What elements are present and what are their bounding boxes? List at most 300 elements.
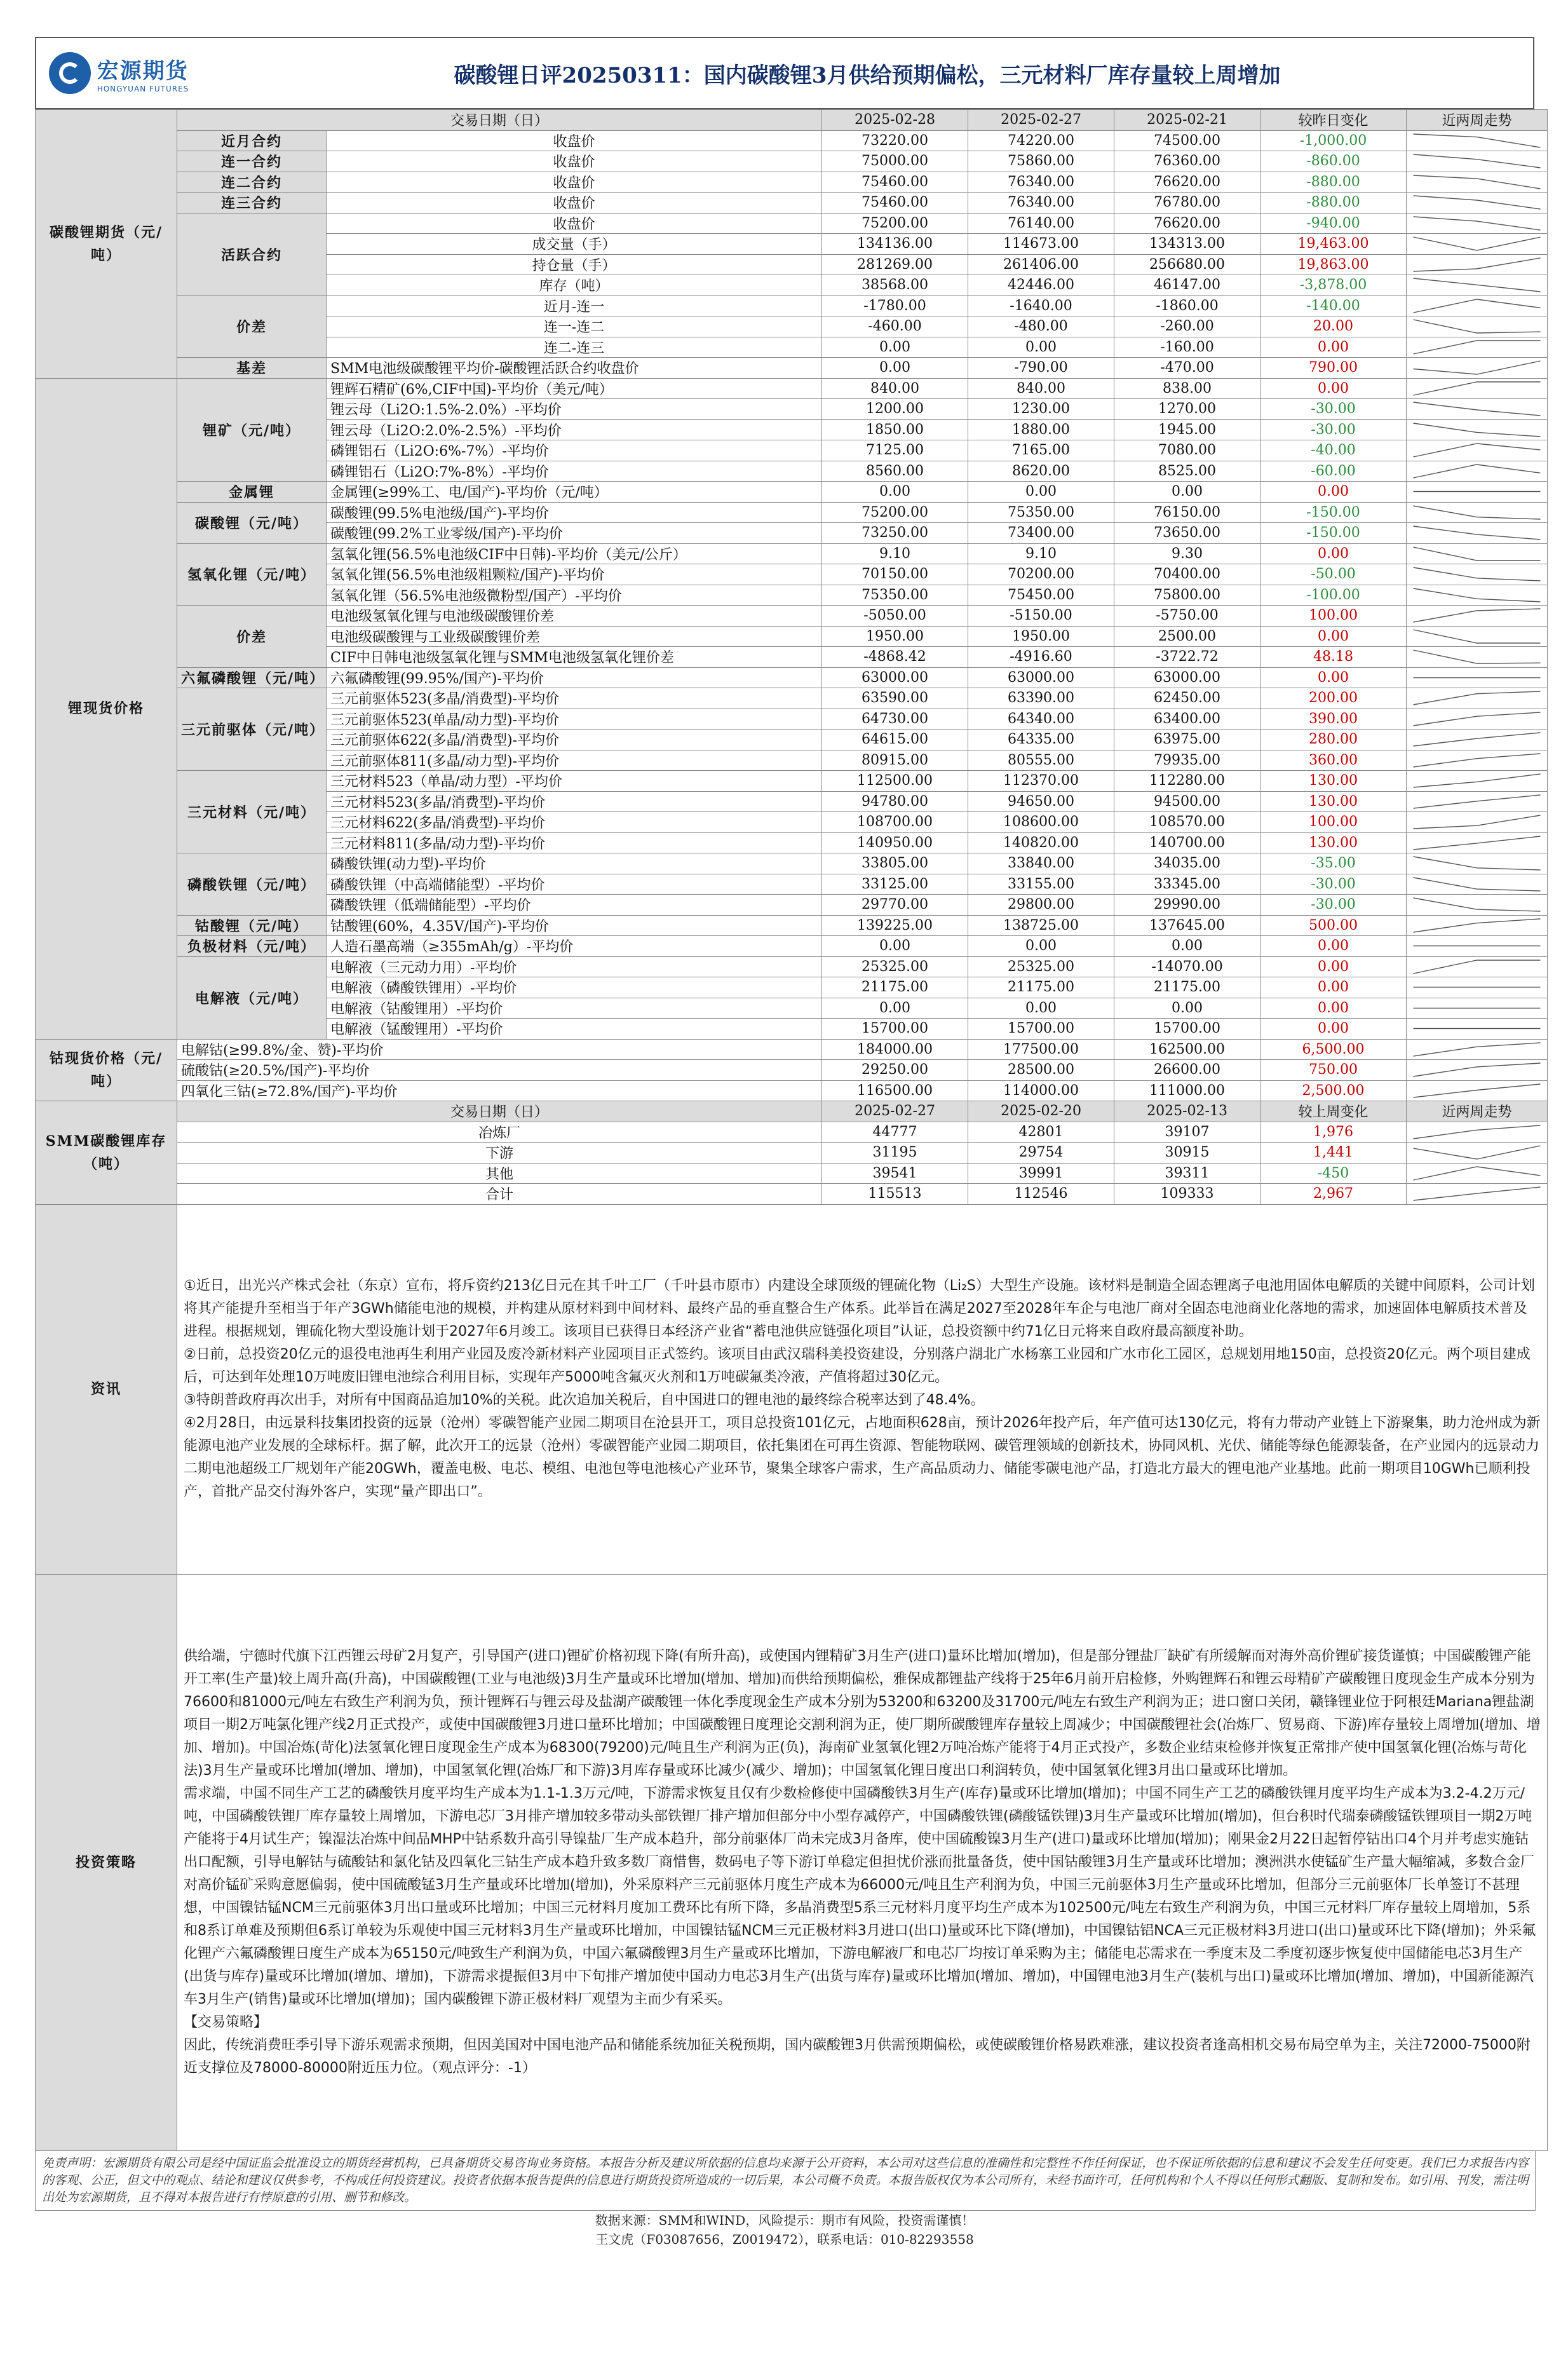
trend-line [1414, 526, 1541, 540]
value-v1: 33125.00 [822, 874, 968, 895]
value-v2: 108600.00 [968, 812, 1114, 833]
inv-trend-cell [1407, 1163, 1548, 1184]
change-value: 0.00 [1260, 977, 1407, 998]
value-v3: 162500.00 [1114, 1039, 1260, 1060]
trend-sparkline [1407, 544, 1547, 564]
value-v3: 62450.00 [1114, 688, 1260, 709]
value-v3: 73650.00 [1114, 523, 1260, 544]
value-v3: 76620.00 [1114, 172, 1260, 193]
indicator-name: 三元材料523（单晶/动力型）-平均价 [327, 771, 822, 792]
value-v2: 0.00 [968, 337, 1114, 358]
change-value: 20.00 [1260, 316, 1407, 337]
value-v2: 1230.00 [968, 399, 1114, 420]
trend-sparkline [1407, 399, 1547, 419]
value-v1: 112500.00 [822, 771, 968, 792]
value-v2: 42446.00 [968, 275, 1114, 296]
inventory-row [36, 1122, 1548, 1143]
value-v3: -1860.00 [1114, 295, 1260, 316]
trend-sparkline [1407, 193, 1547, 212]
trend-sparkline [1407, 709, 1547, 729]
inventory-item: 下游 [177, 1143, 822, 1164]
value-v3: 46147.00 [1114, 275, 1260, 296]
trend-sparkline [1407, 874, 1547, 894]
value-v2: 75860.00 [968, 151, 1114, 172]
change-value: 360.00 [1260, 750, 1407, 771]
trend-sparkline [1407, 564, 1547, 584]
value-v2: 0.00 [968, 936, 1114, 957]
trend-line [1414, 960, 1541, 974]
trend-line [1414, 795, 1541, 808]
value-v3: 26600.00 [1114, 1060, 1260, 1081]
trend-sparkline [1407, 1081, 1547, 1101]
change-value: -880.00 [1260, 172, 1407, 193]
group-label: 钴酸锂（元/吨） [177, 915, 327, 936]
value-v1: 63590.00 [822, 688, 968, 709]
value-v3: 74500.00 [1114, 130, 1260, 151]
inv-value-v1: 39541 [822, 1163, 968, 1184]
value-v1: 94780.00 [822, 791, 968, 812]
inv-change-value: -450 [1260, 1163, 1407, 1184]
value-v1: 38568.00 [822, 275, 968, 296]
trend-cell [1407, 730, 1548, 750]
value-v3: 76360.00 [1114, 151, 1260, 172]
value-v2: 76140.00 [968, 213, 1114, 234]
group-label: 负极材料（元/吨） [177, 936, 327, 957]
change-value: 0.00 [1260, 626, 1407, 647]
change-value: 48.18 [1260, 647, 1407, 668]
trend-cell [1407, 915, 1548, 936]
inv-trend-cell [1407, 1122, 1548, 1143]
trend-line [1414, 341, 1541, 354]
trend-line [1414, 361, 1541, 374]
group-label: 连三合约 [177, 193, 327, 214]
report-header [35, 37, 1534, 109]
trend-cell [1407, 998, 1548, 1019]
value-v1: 33805.00 [822, 853, 968, 874]
inv-change-value: 1,441 [1260, 1143, 1407, 1164]
trend-line [1414, 1043, 1541, 1056]
table-row [36, 151, 1548, 172]
indicator-name: 三元材料811(多晶/动力型)-平均价 [327, 832, 822, 853]
trend-sparkline [1407, 1122, 1547, 1142]
trend-sparkline [1407, 440, 1547, 460]
inv-change-value: 1,976 [1260, 1122, 1407, 1143]
company-logo [36, 41, 201, 105]
value-v2: 70200.00 [968, 564, 1114, 585]
value-v1: 108700.00 [822, 812, 968, 833]
trend-line [1414, 836, 1541, 850]
change-value: -30.00 [1260, 874, 1407, 895]
table-row [36, 606, 1548, 627]
value-v1: 7125.00 [822, 440, 968, 461]
inv-header-change: 较上周变化 [1260, 1101, 1407, 1122]
trend-line [1414, 1125, 1541, 1139]
trend-cell [1407, 1080, 1548, 1101]
indicator-name: 锂云母（Li2O:2.0%-2.5%）-平均价 [327, 419, 822, 440]
section-futures: 碳酸锂期货（元/吨） [36, 110, 177, 379]
header-trend: 近两周走势 [1407, 110, 1548, 131]
value-v2: 28500.00 [968, 1060, 1114, 1081]
change-value: -40.00 [1260, 440, 1407, 461]
trend-line [1414, 1167, 1541, 1180]
indicator-name: 近月-连一 [327, 295, 822, 316]
indicator-name: 磷酸铁锂（低端储能型）-平均价 [327, 895, 822, 916]
trend-line [1414, 154, 1541, 168]
trend-cell [1407, 419, 1548, 440]
indicator-name: 电解液（三元动力用）-平均价 [327, 956, 822, 977]
value-v1: 840.00 [822, 378, 968, 399]
value-v2: 29800.00 [968, 895, 1114, 916]
change-value: 0.00 [1260, 998, 1407, 1019]
indicator-name: 氢氧化锂（56.5%电池级微粉型/国产）-平均价 [327, 585, 822, 606]
inv-value-v3: 39107 [1114, 1122, 1260, 1143]
trend-line [1414, 857, 1541, 870]
value-v1: 21175.00 [822, 977, 968, 998]
value-v2: 33155.00 [968, 874, 1114, 895]
trend-sparkline [1407, 1164, 1547, 1183]
value-v1: 281269.00 [822, 254, 968, 275]
value-v3: 2500.00 [1114, 626, 1260, 647]
value-v1: 139225.00 [822, 915, 968, 936]
table-row [36, 915, 1548, 936]
indicator-name: 硫酸钴(≥20.5%/国产)-平均价 [177, 1060, 822, 1081]
table-row [36, 295, 1548, 316]
value-v2: 73400.00 [968, 523, 1114, 544]
table-row [36, 771, 1548, 792]
trend-sparkline [1407, 316, 1547, 336]
value-v1: 0.00 [822, 337, 968, 358]
inv-header-date-1: 2025-02-27 [822, 1101, 968, 1122]
value-v2: 138725.00 [968, 915, 1114, 936]
trend-sparkline [1407, 812, 1547, 832]
table-row [36, 667, 1548, 688]
table-row [36, 1080, 1548, 1101]
table-row [36, 130, 1548, 151]
value-v3: 0.00 [1114, 936, 1260, 957]
trend-line [1414, 196, 1541, 209]
table-row [36, 378, 1548, 399]
value-v1: -1780.00 [822, 295, 968, 316]
value-v3: 111000.00 [1114, 1080, 1260, 1101]
table-row [36, 936, 1548, 957]
value-v1: 184000.00 [822, 1039, 968, 1060]
trend-cell [1407, 564, 1548, 585]
strategy-text: 供给端，宁德时代旗下江西锂云母矿2月复产，引导国产(进口)锂矿价格初现下降(有所升高)，或使国内锂精矿3月生产(进口)量环比增加(增加)，但是部分锂盐厂缺矿有所缓解而对海外高价锂矿接货谨慎；中国碳酸锂产能开工率(生产量)较上周升高(升高)，中国碳酸锂(工业与电池级)3月生产量或环比增加(增加、增加)而供给预期偏松，雅保成都锂盐产线将于25年6月前开启检修，外购锂辉石和锂云母精矿产碳酸锂日度现金生产成本分别为76600和81000元/吨左右致生产利润为负，预计锂辉石与锂云母及盐湖产碳酸锂一体化季度现金生产成本分别为53200和63200及31700元/吨左右致生产利润为正；进口窗口关闭，赣锋锂业位于阿根廷Mariana锂盐湖项目一期2万吨氯化锂产线2月正式投产，或使中国碳酸锂3月进口量环比增加；中国碳酸锂日度理论交割利润为正，使厂期所碳酸锂库存量较上周减少；中国碳酸锂社会(冶炼厂、贸易商、下游)库存量较上周增加(增加、增加、增加)。中国冶炼(苛化)法氢氧化锂日度现金生产成本为68300(79200)元/吨且生产利润为正(负)，海南矿业氢氧化锂2万吨冶炼产能将于4月正式投产，多数企业结束检修并恢复正常排产使中国氢氧化锂(冶炼与苛化法)3月生产量或环比增加(增加、增加)，中国氢氧化锂(冶炼厂和下游)3月库存量或环比减少(减少、增加)；中国氢氧化锂日度出口利润转负，使中国氢氧化锂3月出口量或环比增加。 需求端，中国不同生产工艺的磷酸铁月度平均生产成本为1.1-1.3万元/吨，下游需求恢复且仅有少数检修使中国磷酸铁3月生产(库存)量或环比增加(增加)；中国不同生产工艺的磷酸铁锂月度平均生产成本为3.2-4.2万元/吨，中国磷酸铁锂厂库存量较上周增加，下游电芯厂3月排产增加较多带动头部铁锂厂排产增加但部分中小型存减停产，中国磷酸铁锂(磷酸锰铁锂)3月生产量或环比增加(增加)，但台积时代瑞泰磷酸锰铁锂项目一期2万吨产能将于4月试生产；镍湿法冶炼中间品MHP中钴系数升高引导镍盐厂生产成本趋升，部分前驱体厂尚未完成3月备库，使中国硫酸镍3月生产(进口)量或环比增加(增加)；刚果金2月22日起暂停钴出口4个月并考虑实施钴出口配额，引导电解钴与硫酸钴和氯化钴及四氧化三钴生产成本趋升致多数厂商惜售，数码电子等下游订单稳定但担忧价涨而批量备货，使中国钴酸锂3月生产量或环比增加；澳洲洪水使锰矿生产量大幅缩减，多数合金厂对高价锰矿采购意愿偏弱，使中国硫酸锰3月生产量或环比增加(增加)，外采原料产三元前驱体月度生产成本为66000元/吨且生产利润为负，中国三元前驱体3月生产量或环比增加，但部分三元前驱体厂长单签订不甚理想，中国镍钴锰NCM三元前驱体3月出口量或环比增加；中国三元材料月度加工费环比有所下降，多晶消费型5系三元材料月度平均生产成本为102500元/吨左右致生产利润为负，中国三元材料厂库存量较上周增加，5系和8系订单难及预期但6系订单较为乐观使中国三元材料3月生产量或环比增加，中国镍钴锰NCM三元正极材料3月进口(出口)量或环比下降(增加)，中国镍钴铝NCA三元正极材料3月进口(出口)量或环比下降(增加)；外采氟化锂产六氟磷酸锂日度生产成本为65150元/吨致生产利润为负，中国六氟磷酸锂3月生产量或环比增加，下游电解液厂和电芯厂均按订单采购为主；储能电芯需求在一季度末及二季度初逐步恢复使中国储能电芯3月生产(出货与库存)量或环比增加(增加、增加)，下游需求提振但3月中下旬排产增加使中国动力电芯3月生产(出货与库存)量或环比增加(增加、增加)，中国锂电池3月生产(装机与出口)量或环比增加(增加、增加)，中国新能源汽车3月生产(销售)量或环比增加(增加)；国内碳酸锂下游正极材料厂观望为主而少有采买。 【交易策略】 因此，传统消费旺季引导下游乐观需求预期，但因美国对中国电池产品和储能系统加征关税预期，国内碳酸锂3月供需预期偏松，或使碳酸锂价格易跌难涨，建议投资者逢高相机交易布局空单为主，关注72000-75000附近支撑位及78000-80000附近压力位。（观点评分：-1） [177, 1574, 1548, 2150]
change-value: 0.00 [1260, 956, 1407, 977]
value-v1: 64615.00 [822, 730, 968, 750]
table-row [36, 543, 1548, 564]
value-v3: 29990.00 [1114, 895, 1260, 916]
value-v2: -1640.00 [968, 295, 1114, 316]
value-v1: 0.00 [822, 998, 968, 1019]
change-value: 0.00 [1260, 667, 1407, 688]
change-value: 0.00 [1260, 1019, 1407, 1040]
value-v3: 9.30 [1114, 543, 1260, 564]
value-v2: 15700.00 [968, 1019, 1114, 1040]
disclaimer: 免责声明：宏源期货有限公司是经中国证监会批准设立的期货经营机构，已具备期货交易咨询业务资格。本报告分析及建议所依据的信息均来源于公开资料，本公司对这些信息的准确性和完整性不作任何保证，也不保证所依据的信息和建议不会发生任何变更。我们已力求报告内容的客观、公正，但文中的观点、结论和建议仅供参考，不构成任何投资建议。投资者依据本报告提供的信息进行期货投资所造成的一切后果，本公司概不负责。本报告版权仅为本公司所有，未经书面许可，任何机构和个人不得以任何形式翻版、复制和发布。如引用、刊发，需注明出处为宏源期货，且不得对本报告进行有悖原意的引用、删节和修改。 [35, 2151, 1536, 2211]
change-value: -940.00 [1260, 213, 1407, 234]
value-v3: 70400.00 [1114, 564, 1260, 585]
table-row [36, 213, 1548, 234]
group-label: 连一合约 [177, 151, 327, 172]
trend-cell [1407, 832, 1548, 853]
trend-cell [1407, 337, 1548, 358]
price-table [35, 109, 1548, 2151]
trend-line [1414, 237, 1541, 250]
trend-sparkline [1407, 606, 1547, 625]
value-v3: -260.00 [1114, 316, 1260, 337]
trend-line [1414, 567, 1541, 581]
value-v3: 94500.00 [1114, 791, 1260, 812]
change-value: 500.00 [1260, 915, 1407, 936]
value-v3: 79935.00 [1114, 750, 1260, 771]
value-v2: 80555.00 [968, 750, 1114, 771]
value-v1: 73250.00 [822, 523, 968, 544]
trend-line [1414, 465, 1541, 478]
value-v3: 75800.00 [1114, 585, 1260, 606]
trend-cell [1407, 316, 1548, 337]
table-row [36, 482, 1548, 503]
value-v1: 9.10 [822, 543, 968, 564]
header-date-label: 交易日期（日） [177, 110, 822, 131]
group-label: 电解液（元/吨） [177, 956, 327, 1039]
group-label: 锂矿（元/吨） [177, 378, 327, 482]
value-v3: 15700.00 [1114, 1019, 1260, 1040]
trend-sparkline [1407, 585, 1547, 605]
value-v2: 64335.00 [968, 730, 1114, 750]
change-value: 19,463.00 [1260, 234, 1407, 255]
change-value: -3,878.00 [1260, 275, 1407, 296]
value-v3: 21175.00 [1114, 977, 1260, 998]
value-v3: 108570.00 [1114, 812, 1260, 833]
trend-cell [1407, 977, 1548, 998]
value-v3: -160.00 [1114, 337, 1260, 358]
change-value: 280.00 [1260, 730, 1407, 750]
group-label: 氢氧化锂（元/吨） [177, 543, 327, 606]
value-v2: 74220.00 [968, 130, 1114, 151]
trend-cell [1407, 378, 1548, 399]
value-v2: 33840.00 [968, 853, 1114, 874]
trend-cell [1407, 667, 1548, 688]
indicator-name: CIF中日韩电池级氢氧化锂与SMM电池级氢氧化锂价差 [327, 647, 822, 668]
value-v1: 15700.00 [822, 1019, 968, 1040]
inv-header-date-label: 交易日期（日） [177, 1101, 822, 1122]
trend-cell [1407, 936, 1548, 957]
news-row [36, 1204, 1548, 1574]
value-v1: 75460.00 [822, 172, 968, 193]
inv-header-date-3: 2025-02-13 [1114, 1101, 1260, 1122]
value-v3: 140700.00 [1114, 832, 1260, 853]
table-row [36, 956, 1548, 977]
value-v1: 0.00 [822, 936, 968, 957]
trend-sparkline [1407, 1019, 1547, 1038]
value-v2: 1950.00 [968, 626, 1114, 647]
table-row [36, 193, 1548, 214]
value-v2: 261406.00 [968, 254, 1114, 275]
trend-sparkline [1407, 750, 1547, 770]
trend-line [1414, 650, 1541, 663]
value-v3: 137645.00 [1114, 915, 1260, 936]
trend-line [1414, 1063, 1541, 1076]
value-v1: 1850.00 [822, 419, 968, 440]
trend-line [1414, 733, 1541, 746]
value-v2: 63390.00 [968, 688, 1114, 709]
trend-sparkline [1407, 131, 1547, 151]
value-v3: 63000.00 [1114, 667, 1260, 688]
trend-sparkline [1407, 853, 1547, 873]
value-v2: 114673.00 [968, 234, 1114, 255]
value-v3: 33345.00 [1114, 874, 1260, 895]
trend-line [1414, 134, 1541, 147]
change-value: 19,863.00 [1260, 254, 1407, 275]
group-label: 六氟磷酸锂（元/吨） [177, 667, 327, 688]
change-value: -30.00 [1260, 399, 1407, 420]
group-label: 三元前驱体（元/吨） [177, 688, 327, 771]
trend-sparkline [1407, 1143, 1547, 1162]
trend-sparkline [1407, 172, 1547, 192]
trend-cell [1407, 750, 1548, 771]
trend-line [1414, 320, 1541, 333]
value-v3: 134313.00 [1114, 234, 1260, 255]
inventory-item: 其他 [177, 1163, 822, 1184]
trend-sparkline [1407, 936, 1547, 956]
change-value: -30.00 [1260, 419, 1407, 440]
indicator-name: 碳酸锂(99.5%电池级/国产)-平均价 [327, 502, 822, 523]
value-v2: 25325.00 [968, 956, 1114, 977]
trend-cell [1407, 275, 1548, 296]
value-v1: 29250.00 [822, 1060, 968, 1081]
value-v2: -4916.60 [968, 647, 1114, 668]
value-v3: 1270.00 [1114, 399, 1260, 420]
trend-line [1414, 258, 1541, 271]
value-v1: 73220.00 [822, 130, 968, 151]
indicator-name: 氢氧化锂(56.5%电池级CIF中日韩)-平均价（美元/公斤） [327, 543, 822, 564]
trend-line [1414, 630, 1541, 643]
trend-cell [1407, 172, 1548, 193]
change-value: -150.00 [1260, 502, 1407, 523]
trend-sparkline [1407, 482, 1547, 501]
trend-cell [1407, 647, 1548, 668]
value-v2: 0.00 [968, 998, 1114, 1019]
change-value: 790.00 [1260, 358, 1407, 379]
trend-line [1414, 402, 1541, 416]
indicator-name: 持仓量（手） [327, 254, 822, 275]
value-v2: 1880.00 [968, 419, 1114, 440]
value-v2: -480.00 [968, 316, 1114, 337]
indicator-name: 碳酸锂(99.2%工业零级/国产)-平均价 [327, 523, 822, 544]
value-v1: 75000.00 [822, 151, 968, 172]
change-value: 0.00 [1260, 543, 1407, 564]
change-value: 100.00 [1260, 812, 1407, 833]
trend-line [1414, 217, 1541, 230]
value-v1: 75200.00 [822, 213, 968, 234]
value-v1: 25325.00 [822, 956, 968, 977]
inv-header-trend: 近两周走势 [1407, 1101, 1548, 1122]
value-v2: -5150.00 [968, 606, 1114, 627]
change-value: 130.00 [1260, 832, 1407, 853]
trend-cell [1407, 606, 1548, 627]
inventory-item: 冶炼厂 [177, 1122, 822, 1143]
trend-sparkline [1407, 977, 1547, 997]
indicator-name: 三元材料523(多晶/消费型)-平均价 [327, 791, 822, 812]
value-v2: 76340.00 [968, 172, 1114, 193]
indicator-name: 三元前驱体622(多晶/消费型)-平均价 [327, 730, 822, 750]
value-v1: 75200.00 [822, 502, 968, 523]
trend-cell [1407, 709, 1548, 730]
value-v3: 34035.00 [1114, 853, 1260, 874]
inv-header-date-2: 2025-02-20 [968, 1101, 1114, 1122]
trend-cell [1407, 1060, 1548, 1081]
trend-line [1414, 691, 1541, 705]
indicator-name: 三元前驱体811(多晶/动力型)-平均价 [327, 750, 822, 771]
change-value: -50.00 [1260, 564, 1407, 585]
value-v3: 76780.00 [1114, 193, 1260, 214]
indicator-name: 电解液（磷酸铁锂用）-平均价 [327, 977, 822, 998]
indicator-name: 六氟磷酸锂(99.95%/国产)-平均价 [327, 667, 822, 688]
trend-sparkline [1407, 1040, 1547, 1059]
value-v2: 75450.00 [968, 585, 1114, 606]
indicator-name: 成交量（手） [327, 234, 822, 255]
indicator-name: SMM电池级碳酸锂平均价-碳酸锂活跃合约收盘价 [327, 358, 822, 379]
group-label: 基差 [177, 358, 327, 379]
trend-sparkline [1407, 998, 1547, 1018]
trend-cell [1407, 956, 1548, 977]
value-v1: 75460.00 [822, 193, 968, 214]
value-v3: -3722.72 [1114, 647, 1260, 668]
change-value: 0.00 [1260, 378, 1407, 399]
change-value: 6,500.00 [1260, 1039, 1407, 1060]
indicator-name: 电解液（锰酸锂用）-平均价 [327, 1019, 822, 1040]
trend-line [1414, 754, 1541, 767]
value-v1: 1200.00 [822, 399, 968, 420]
group-label: 价差 [177, 606, 327, 668]
value-v1: 29770.00 [822, 895, 968, 916]
inv-value-v1: 115513 [822, 1184, 968, 1205]
change-value: 750.00 [1260, 1060, 1407, 1081]
trend-line [1414, 712, 1541, 726]
change-value: -150.00 [1260, 523, 1407, 544]
indicator-name: 金属锂(≥99%工、电/国产)-平均价（元/吨） [327, 482, 822, 503]
change-value: 200.00 [1260, 688, 1407, 709]
value-v3: 63400.00 [1114, 709, 1260, 730]
value-v2: -790.00 [968, 358, 1114, 379]
logo-name-cn: 宏源期货 [97, 58, 189, 84]
trend-cell [1407, 461, 1548, 482]
group-label: 价差 [177, 295, 327, 358]
indicator-name: 收盘价 [327, 213, 822, 234]
value-v1: 140950.00 [822, 832, 968, 853]
change-value: -880.00 [1260, 193, 1407, 214]
trend-sparkline [1407, 627, 1547, 646]
table-row [36, 853, 1548, 874]
value-v1: 116500.00 [822, 1080, 968, 1101]
table-row [36, 1060, 1548, 1081]
trend-sparkline [1407, 523, 1547, 543]
trend-sparkline [1407, 668, 1547, 688]
change-value: -35.00 [1260, 853, 1407, 874]
value-v2: 75350.00 [968, 502, 1114, 523]
indicator-name: 钴酸锂(60%，4.35V/国产)-平均价 [327, 915, 822, 936]
trend-cell [1407, 626, 1548, 647]
value-v3: 0.00 [1114, 998, 1260, 1019]
section-spot: 锂现货价格 [36, 378, 177, 1039]
indicator-name: 锂云母（Li2O:1.5%-2.0%）-平均价 [327, 399, 822, 420]
trend-sparkline [1407, 833, 1547, 853]
trend-line [1414, 1084, 1541, 1097]
trend-cell [1407, 482, 1548, 503]
indicator-name: 三元前驱体523(多晶/消费型)-平均价 [327, 688, 822, 709]
change-value: -30.00 [1260, 895, 1407, 916]
